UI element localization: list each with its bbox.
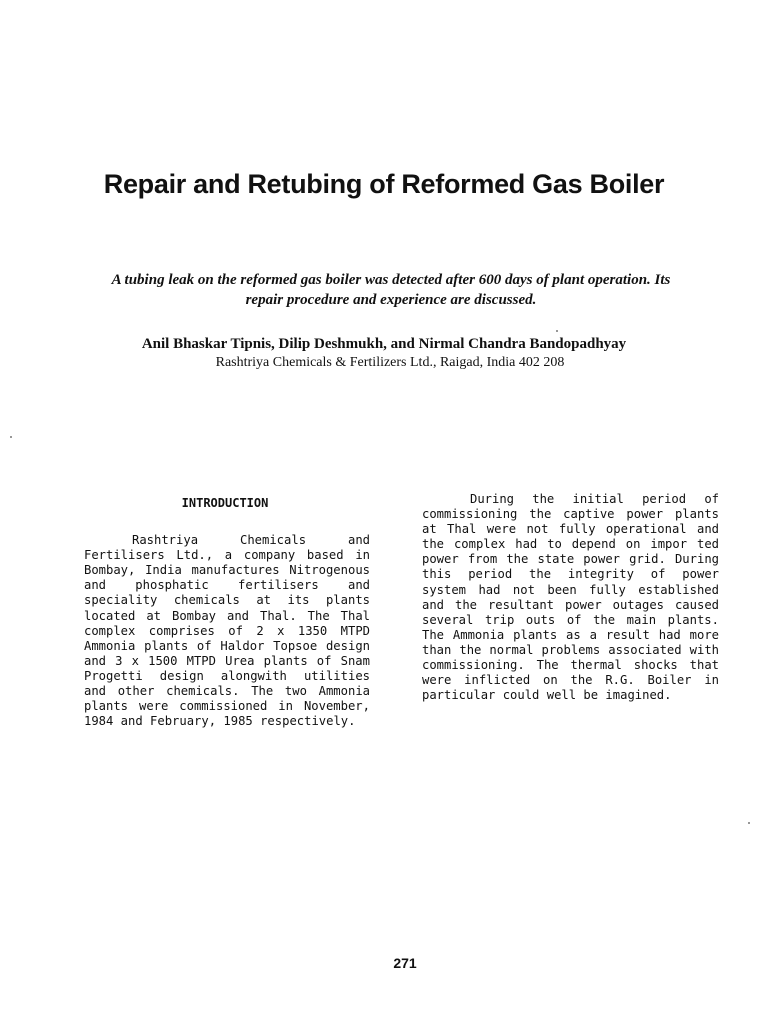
left-column — [84, 496, 370, 729]
section-heading-introduction: INTRODUCTION — [181, 496, 269, 510]
intro-paragraph-1: Rashtriya Chemicals and Fertilisers Ltd., a company based in Bombay, India manufactures Nitrogenous and phosphatic fertilisers and speciality chemicals at its plants located at Bombay and Thal. The Thal complex comprises of 2 x 1350 MTPD Ammonia plants of Haldor Topsoe design and 3 x 1500 MTPD Urea plants of Snam Progetti design alongwith utilities and other chemicals. The two Ammonia plants were commissioned in November, 1984 and February, 1985 respectively. — [84, 533, 370, 729]
scan-speck — [748, 822, 750, 824]
author-affiliation: Rashtriya Chemicals & Fertilizers Ltd., Raigad, India 402 208 — [215, 355, 565, 370]
scan-speck — [10, 436, 12, 438]
scan-speck — [556, 330, 558, 332]
right-column — [422, 492, 719, 703]
intro-paragraph-2: During the initial period of commissioning the captive power plants at Thal were not fully operational and the complex had to depend on impor ted power from the state power grid. During this period the integrity of power system had not been fully established and the resultant power outages caused several trip outs of the main plants. The Ammonia plants as a result had more than the normal problems associated with commissioning. The thermal shocks that were inflicted on the R.G. Boiler in particular could well be imagined. — [422, 492, 719, 703]
abstract: A tubing leak on the reformed gas boiler was detected after 600 days of plant operation. Its repair procedure and experience are discussed. — [111, 272, 671, 308]
author-list: Anil Bhaskar Tipnis, Dilip Deshmukh, and Nirmal Chandra Bandopadhyay — [141, 336, 627, 352]
page-number: 271 — [393, 955, 417, 971]
paper-title: Repair and Retubing of Reformed Gas Boiler — [103, 169, 665, 199]
